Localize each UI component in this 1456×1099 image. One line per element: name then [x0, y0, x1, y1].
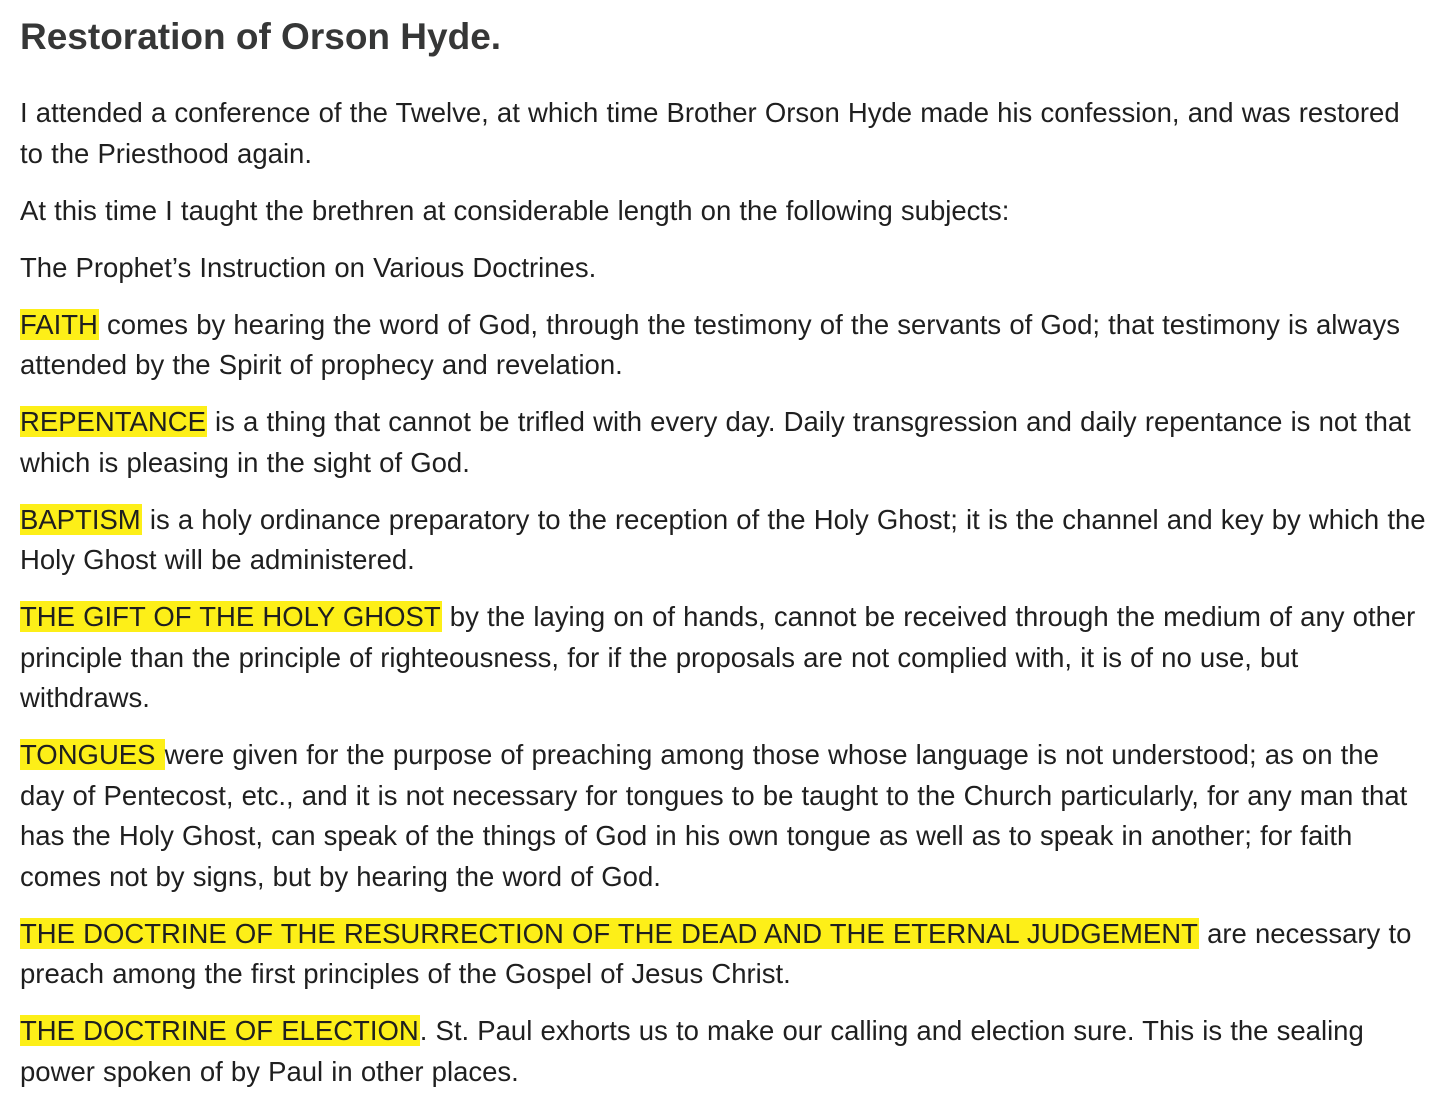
paragraph-text: is a thing that cannot be trifled with every day. Daily transgression and daily repentance is not that which is pleasing in the sight of God.	[20, 406, 1411, 478]
paragraph-conference	[20, 93, 1430, 174]
paragraph-faith	[20, 305, 1430, 386]
highlight-election: THE DOCTRINE OF ELECTION	[20, 1015, 419, 1046]
paragraph-gift-holy-ghost	[20, 597, 1430, 719]
paragraph-text: comes by hearing the word of God, through the testimony of the servants of God; that testimony is always attended by the Spirit of prophecy and revelation.	[20, 308, 1401, 380]
paragraph-election	[20, 1011, 1430, 1092]
paragraph-text: is a holy ordinance preparatory to the reception of the Holy Ghost; it is the channel and key by which the Holy Ghost will be administered.	[20, 503, 1426, 575]
highlight-baptism: BAPTISM	[20, 503, 141, 535]
paragraph-repentance	[20, 402, 1430, 483]
paragraph-resurrection	[20, 914, 1430, 995]
paragraph-text: I attended a conference of the Twelve, at which time Brother Orson Hyde made his confession, and was restored to the Priesthood again.	[20, 97, 1400, 169]
page-title: Restoration of Orson Hyde.	[20, 16, 502, 57]
highlight-resurrection: THE DOCTRINE OF THE RESURRECTION OF THE DEAD AND THE ETERNAL JUDGEMENT	[20, 917, 1198, 949]
paragraph-text: by the laying on of hands, cannot be received through the medium of any other principle than the principle of righteousness, for if the proposals are not complied with, it is of no use, but withdraws.	[20, 601, 1416, 713]
highlight-repentance: REPENTANCE	[20, 406, 206, 437]
paragraph-subjects-intro	[20, 191, 1430, 232]
paragraph-baptism	[20, 500, 1430, 581]
paragraph-text: At this time I taught the brethren at considerable length on the following subjects:	[20, 194, 1010, 226]
document-body	[20, 0, 1430, 1092]
paragraph-text: . St. Paul exhorts us to make our calling and election sure. This is the sealing power spoken of by Paul in other places.	[20, 1015, 1364, 1087]
highlight-gift-holy-ghost: THE GIFT OF THE HOLY GHOST	[20, 601, 441, 632]
highlight-faith: FAITH	[20, 308, 98, 340]
highlight-tongues: TONGUES	[20, 739, 164, 770]
paragraph-text: were given for the purpose of preaching among those whose language is not understood; as on the day of Pentecost, etc., and it is not necessary for tongues to be taught to the Church particularly, for any man that has the Holy Ghost, can speak of the things of God in his own tongue as well as to speak in another; for faith comes not by signs, but by hearing the word of God.	[20, 739, 1408, 892]
paragraph-text: The Prophet’s Instruction on Various Doctrines.	[20, 251, 597, 283]
paragraph-instruction-heading	[20, 248, 1430, 289]
paragraph-text: are necessary to preach among the first principles of the Gospel of Jesus Christ.	[20, 917, 1412, 989]
paragraph-tongues	[20, 735, 1430, 897]
